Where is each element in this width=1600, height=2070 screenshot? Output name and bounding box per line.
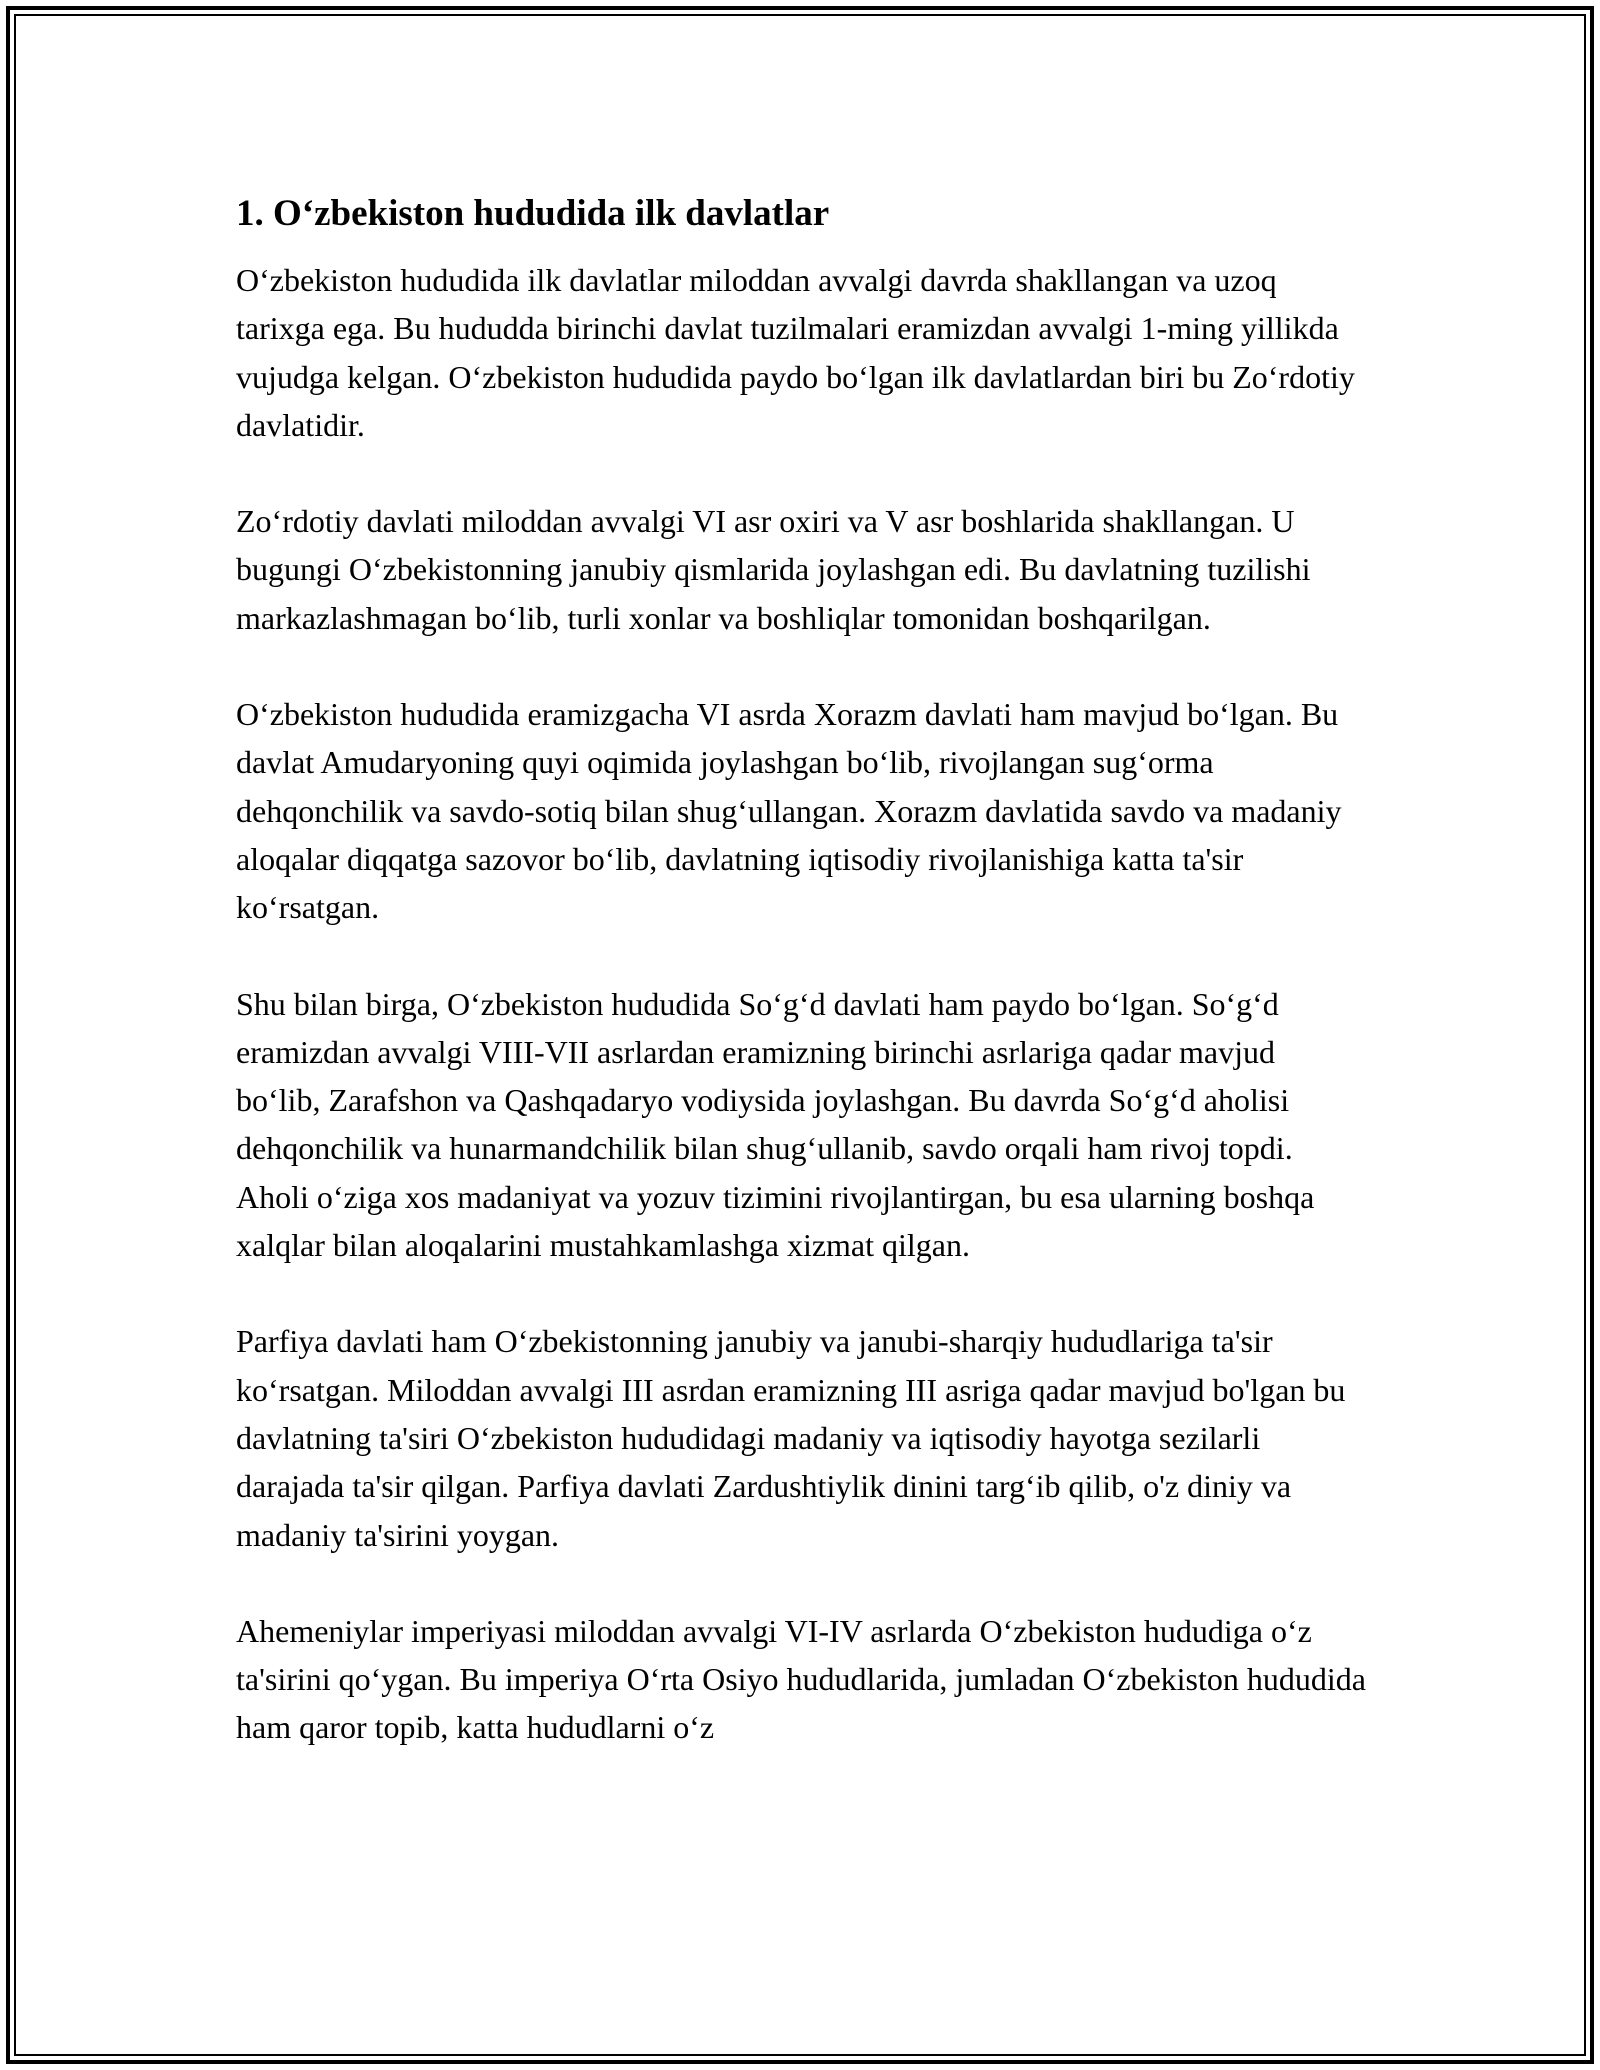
paragraph-4: Shu bilan birga, O‘zbekiston hududida So‘g‘d davlati ham paydo bo‘lgan. So‘g‘d eramizdan avvalgi VIII-VII asrlardan eramizning birinchi asrlariga qadar mavjud bo‘lib, Zarafshon va Qashqadaryo vodiysida joylashgan. Bu davrda So‘g‘d aholisi dehqonchilik va hunarmandchilik bilan shug‘ullanib, savdo orqali ham rivoj topdi. Aholi o‘ziga xos madaniyat va yozuv tizimini rivojlantirgan, bu esa ularning boshqa xalqlar bilan aloqalarini mustahkamlashga xizmat qilgan. xyxy=(236,985,1315,1264)
document-title: 1. O‘zbekiston hududida ilk davlatlar xyxy=(236,193,830,234)
paragraph-2: Zo‘rdotiy davlati miloddan avvalgi VI asr oxiri va V asr boshlarida shakllangan. U bugungi O‘zbekistonning janubiy qismlarida joylashgan edi. Bu davlatning tuzilishi markazlashmagan bo‘lib, turli xonlar va boshliqlar tomonidan boshqarilgan. xyxy=(236,503,1311,636)
document-body xyxy=(236,186,1366,1800)
paragraph-3: O‘zbekiston hududida eramizgacha VI asrda Xorazm davlati ham mavjud bo‘lgan. Bu davlat Amudaryoning quyi oqimida joylashgan bo‘lib, rivojlangan sug‘orma dehqonchilik va savdo-sotiq bilan shug‘ullangan. Xorazm davlatida savdo va madaniy aloqalar diqqatga sazovor bo‘lib, davlatning iqtisodiy rivojlanishiga katta ta'sir ko‘rsatgan. xyxy=(236,696,1342,926)
paragraph-6: Ahemeniylar imperiyasi miloddan avvalgi VI-IV asrlarda O‘zbekiston hududiga o‘z ta'sirini qo‘ygan. Bu imperiya O‘rta Osiyo hududlarida, jumladan O‘zbekiston hududida ham qaror topib, katta hududlarni o‘z xyxy=(236,1612,1366,1746)
paragraph-5: Parfiya davlati ham O‘zbekistonning janubiy va janubi-sharqiy hududlariga ta'sir ko‘rsatgan. Miloddan avvalgi III asrdan eramizning III asriga qadar mavjud bo'lgan bu davlatning ta'siri O‘zbekiston hududidagi madaniy va iqtisodiy hayotga sezilarli darajada ta'sir qilgan. Parfiya davlati Zardushtiylik dinini targ‘ib qilib, o'z diniy va madaniy ta'sirini yoygan. xyxy=(236,1323,1346,1553)
paragraph-1: O‘zbekiston hududida ilk davlatlar miloddan avvalgi davrda shakllangan va uzoq tarixga ega. Bu hududda birinchi davlat tuzilmalari eramizdan avvalgi 1-ming yillikda vujudga kelgan. O‘zbekiston hududida paydo bo‘lgan ilk davlatlardan biri bu Zo‘rdotiy davlatidir. xyxy=(236,262,1355,443)
